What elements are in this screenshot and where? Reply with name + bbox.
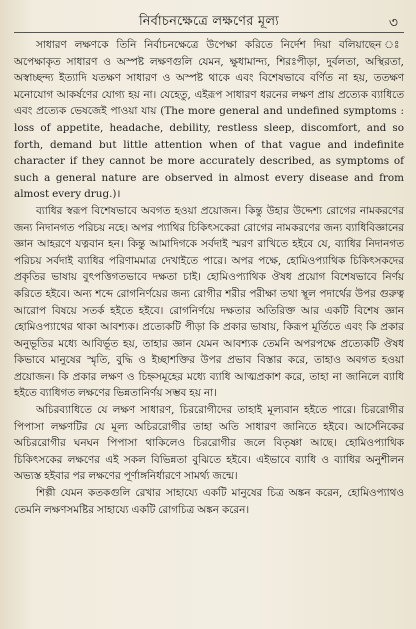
page-header [14,10,404,33]
paragraph: ব্যাধির স্বরূপ বিশেষভাবে অবগত হওয়া প্রয়োজন। কিন্তু উহার উদ্দেশ্য রোগের নামকরণের জন্য নিদানগত পরিচয় নহে। অপর প্যাথির চিকিৎসকেরা রোগের নামকরণের জন্য ব্যাধিবিজ্ঞানের জ্ঞান আহরণে যত্নবান হন। কিন্তু আমাদিগকে সর্বদাই স্মরণ রাখিতে হইবে যে, ব্যাধির নিদানগত পরিচয় সর্বদাই ব্যাধির পরিণামমাত্র দেখাইতে পারে। অপর পক্ষে, হোমিওপ্যাথিক চিকিৎসকদের প্রকৃতির ভাষায় বুৎপত্তিগতভাবে দক্ষতা চাই। হোমিওপ্যাথিক ঔষধ প্রয়োগ বিশেষভাবে নির্ণয় করিতে হইবে। অন্য শব্দে রোগনির্ণয়ের জন্য রোগীর শরীর পরীক্ষা তথা স্থূল পদার্থের উপর গুরুত্ব আরোপ বিষয়ে সতর্ক হইতে হইবে। রোগনির্ণয়ে দক্ষতার অতিরিক্ত আর একটি বিশেষ জ্ঞান হোমিওপ্যাথের থাকা আবশ্যক। প্রত্যেকটি পীড়া কি প্রকার ভাষায়, কিরূপ মূর্তিতে এবং কি প্রকার অনুভূতির মধ্যে আবির্ভূত হয়, তাহার জ্ঞান যেমন আবশ্যক তেমনি অপরপক্ষে প্রত্যেকটি ঔষধ কিভাবে মানুষের স্মৃতি, বুদ্ধি ও ইচ্ছাশক্তির উপর প্রভাব বিস্তার করে, তাহাও অবগত হওয়া প্রয়োজন। কি প্রকার লক্ষণ ও চিহ্নসমূহের মধ্যে ব্যাধি আত্মপ্রকাশ করে, তাহা না জানিলে ব্যাধি হইতে ব্যাধিগত লক্ষণের ভিন্নতানির্ণয় সম্ভব হয় না। [14,204,404,400]
body-text [14,37,404,518]
paragraph: অচিরব্যাধিতে যে লক্ষণ সাধারণ, চিররোগীদের তাহাই মূল্যবান হইতে পারে। চিররোগীর পিপাসা লক্ষণটির যে মূল্য অচিররোগীর তাহা অতি সাধারণ জানিতে হইবে। আর্সেনিকের অচিররোগীর ঘনঘন পিপাসা থাকিলেও চিররোগীর জলে বিতৃষ্ণা আছে। হোমিওপ্যাথিক চিকিৎসকের লক্ষণের এই সকল বিভিন্নতা বুঝিতে হইবে। এইভাবে ব্যাধি ও ব্যাধির অনুশীলন অভ্যস্ত হইবার পর লক্ষণের পূর্ণাঙ্গনির্ধারণে সামর্থ্য জন্মে। [14,404,404,483]
paragraph: সাধারণ লক্ষণকে তিনি নির্বাচনক্ষেত্রে উপেক্ষা করিতে নির্দেশ দিয়া বলিয়াছেন ঃ অপেক্ষাকৃত সাধারণ ও অস্পষ্ট লক্ষণগুলি যেমন, ক্ষুধামান্দ্য, শিরঃপীড়া, দুর্বলতা, অস্থিরতা, অস্বাচ্ছন্দ্য ইত্যাদি যতক্ষণ সাধারণ ও অস্পষ্ট থাকে এবং বিশেষভাবে বর্ণিত না হয়, ততক্ষণ মনোযোগ আকর্ষণের যোগ্য হয় না। যেহেতু, এইরূপ সাধারণ ধরনের লক্ষণ প্রায় প্রত্যেক ব্যাধিতে এবং প্রত্যেক ভেষজেই পাওয়া যায় (The more general and undefined symptoms : loss of appetite, headache, debility, restless sleep, discomfort, and so forth, demand but little attention when of that vague and indefinite character if they cannot be more accurately described, as symptoms of such a general nature are observed in almost every disease and from almost every drug.)। [14,39,404,201]
paragraph: শিল্পী যেমন কতকগুলি রেখার সাহায্যে একটি মানুষের চিত্র অঙ্কন করেন, হোমিওপ্যাথও তেমনি লক্ষণসমষ্টির সাহায্যে একটি রোগচিত্র অঙ্কন করেন। [14,487,404,516]
running-title: নির্বাচনক্ষেত্রে লক্ষণের মূল্য [139,14,279,29]
page-number: ৩ [388,15,398,31]
